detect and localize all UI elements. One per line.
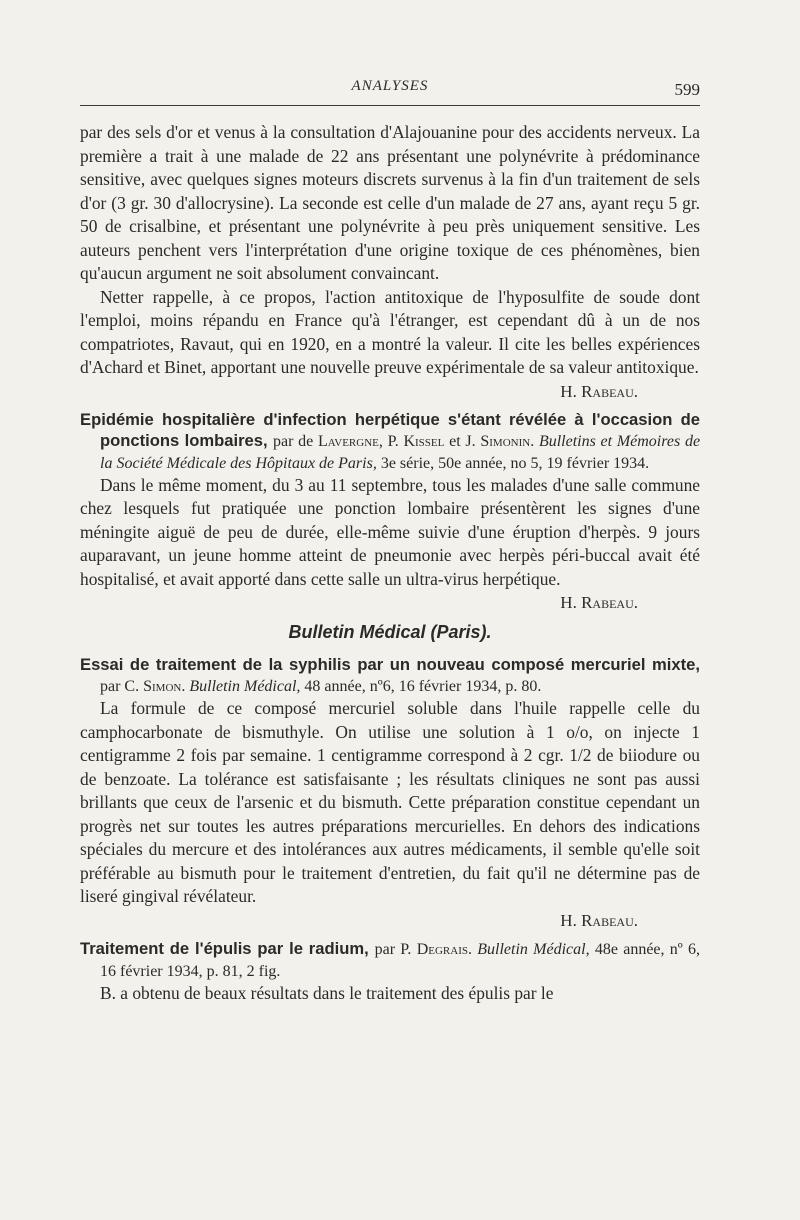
author: Degrais.	[416, 940, 472, 958]
entry4-title: Traitement de l'épulis par le radium,	[80, 938, 369, 958]
running-head	[80, 76, 700, 100]
author: Kissel	[403, 432, 445, 450]
author: Simon.	[143, 678, 186, 695]
entry4-heading	[80, 938, 700, 982]
entry1-signature	[80, 380, 700, 403]
section-journal-title: Bulletin Médical (Paris).	[288, 622, 492, 642]
author: Lavergne	[317, 432, 379, 450]
entry4-paragraph: B. a obtenu de beaux résultats dans le traitement des épulis par le	[100, 982, 554, 1003]
header-rule	[80, 105, 700, 106]
signature-initial: H.	[560, 381, 577, 401]
entry2-reference: par de Lavergne, P. Kissel et J. Simonin. Bulletins et Mémoires de la Société Médicale des Hôpitaux de Paris, 3e série, 50e année, no 5, 19 février 1934.	[100, 432, 701, 472]
entry3-title: Essai de traitement de la syphilis par un nouveau composé mercuriel mixte,	[80, 655, 700, 674]
author: Simonin.	[480, 432, 535, 450]
page-content	[80, 121, 700, 1005]
entry2-title: Epidémie hospitalière d'infection herpétique s'étant révélée à l'occasion de ponctions lombaires,	[80, 409, 700, 450]
signature-initial: H.	[560, 593, 577, 612]
author-initial: P.	[387, 432, 399, 450]
signature-name: Rabeau.	[581, 910, 638, 930]
journal-name: Bulletin Médical,	[189, 678, 301, 695]
entry2-signature	[80, 591, 700, 614]
running-title: ANALYSES	[351, 78, 429, 94]
issue-info: 48e année, nº 6, 16 février 1934, p. 81, 2 fig.	[100, 940, 701, 980]
entry3-reference	[100, 678, 541, 695]
entry3-paragraph: La formule de ce composé mercuriel soluble dans l'huile rappelle celle du camphocarbonate de bismuthyle. On utilise une solution à 1 o/o, on injecte 1 centigramme 2 fois par semaine. 1 centigramme correspond à 2 cgr. 1/2 de biiodure ou de benzoate. La tolérance est satisfaisante ; les résultats cliniques ne sont pas aussi brillants que ceux de l'arsenic et du bismuth. Cette préparation constitue cependant un progrès net sur toutes les autres préparations mercurielles. En dehors des indications spéciales du mercure et des intolérances aux autres médicaments, il semble qu'elle soit préférable au bismuth pour le traitement d'entretien, du fait qu'il ne détermine pas de liseré gingival révélateur.	[80, 698, 700, 906]
authors-prefix: par de	[272, 432, 314, 450]
entry2-heading	[80, 409, 700, 474]
authors-prefix: par P.	[374, 940, 412, 958]
issue-info: 48 année, nº6, 16 février 1934, p. 80.	[304, 678, 542, 695]
entry3-heading	[80, 654, 700, 697]
entry2-paragraph: Dans le même moment, du 3 au 11 septembre, tous les malades d'une salle commune chez lesquels fut pratiquée une ponction lombaire présentèrent les signes d'une méningite aiguë de peu de durée, elle-même suivie d'une éruption d'herpès. 9 jours auparavant, un jeune homme atteint de pneumonie avec herpès péri-buccal avait été hospitalisé, et avait apporté dans cette salle un ultra-virus herpétique.	[80, 474, 700, 589]
issue-info: 3e série, 50e année, no 5, 19 février 1934.	[380, 454, 650, 472]
authors-prefix: par C.	[100, 678, 140, 695]
signature-name: Rabeau.	[581, 593, 638, 612]
signature-initial: H.	[560, 910, 577, 930]
journal-name: Bulletins et Mémoires de la Société Médicale des Hôpitaux de Paris,	[100, 432, 701, 472]
entry1-paragraph1: par des sels d'or et venus à la consultation d'Alajouanine pour des accidents nerveux. La première a trait à une malade de 22 ans présentant une polynévrite à prédominance sensitive, avec quelques signes moteurs discrets survenus à la fin d'un traitement de sels d'or (3 gr. 30 d'allocrysine). La seconde est celle d'un malade de 27 ans, ayant reçu 5 gr. 50 de crisalbine, et présentant une polynévrite à peu près uniquement sensitive. Les auteurs penchent vers l'interprétation d'une origine toxique de ces phénomènes, bien qu'aucun argument ne soit absolument convaincant.	[80, 122, 700, 283]
author-separator: et J.	[449, 432, 476, 450]
entry1-paragraph2: Netter rappelle, à ce propos, l'action antitoxique de l'hyposulfite de soude dont l'emploi, moins répandu en France qu'à l'étranger, est cependant dû à un de nos compatriotes, Ravaut, qui en 1920, en a montré la valeur. Il cite les belles expériences d'Achard et Binet, apportant une nouvelle preuve expérimentale de sa valeur antitoxique.	[80, 286, 700, 377]
entry3-signature	[80, 909, 700, 932]
page-number: 599	[674, 80, 700, 99]
signature-name: Rabeau.	[581, 381, 638, 401]
journal-name: Bulletin Médical,	[477, 940, 590, 958]
